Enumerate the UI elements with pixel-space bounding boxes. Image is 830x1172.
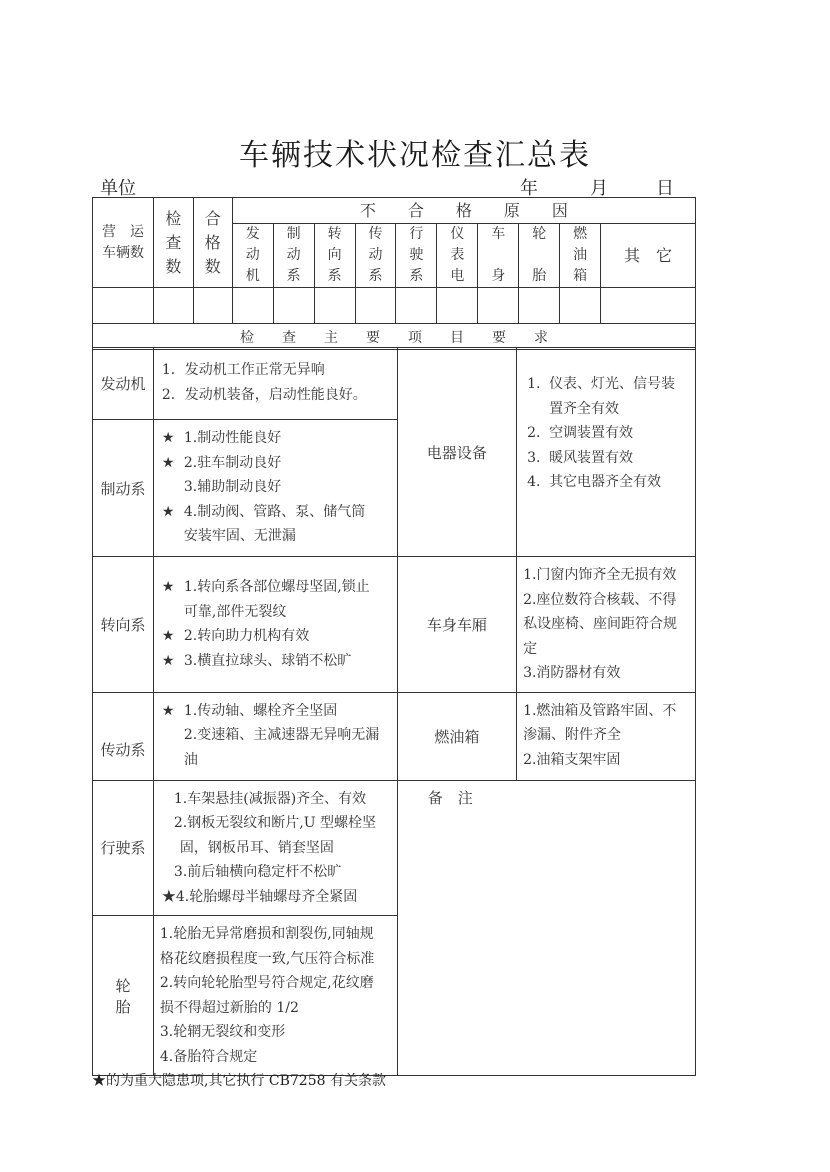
list-item: 4. 其它电器齐全有效 bbox=[527, 474, 662, 490]
main-items-header: 检 查 主 要 项 目 要 求 bbox=[93, 324, 696, 350]
data-cell[interactable] bbox=[560, 288, 601, 324]
list-item: 1.车架悬挂(减振器)齐全、有效 bbox=[173, 790, 367, 807]
electrical-items bbox=[517, 348, 696, 557]
reason-engine: 发 动 机 bbox=[232, 224, 273, 288]
data-cell[interactable] bbox=[355, 288, 396, 324]
data-cell[interactable] bbox=[93, 288, 154, 324]
list-item: ★ 2.转向助力机构有效 bbox=[162, 624, 391, 649]
list-item: 3. 暖风装置有效 bbox=[527, 449, 634, 466]
transmission-items bbox=[153, 692, 397, 780]
star-icon: ★ bbox=[161, 628, 175, 645]
list-item: 3.辅助制动良好 bbox=[183, 479, 282, 495]
list-item: 私设座椅、座间距符合规 bbox=[523, 616, 678, 632]
list-item: 3.消防器材有效 bbox=[523, 665, 621, 681]
list-item: 2.变速箱、主减速器无异响无漏 bbox=[183, 727, 380, 743]
list-item: 4.备胎符合规定 bbox=[159, 1048, 258, 1065]
list-item: 固，钢板吊耳、销套坚固 bbox=[179, 839, 334, 856]
data-cell[interactable] bbox=[193, 288, 232, 324]
reason-steering: 转 向 系 bbox=[314, 224, 355, 288]
data-cell[interactable] bbox=[478, 288, 519, 324]
body-label: 车身车厢 bbox=[397, 557, 516, 693]
list-item: 2．发动机装备，启动性能良好。 bbox=[161, 386, 367, 403]
month-label: 月 bbox=[590, 178, 608, 199]
star-icon: ★ bbox=[161, 454, 175, 471]
list-item: 2. 空调装置有效 bbox=[527, 425, 634, 441]
reason-body: 车 身 bbox=[478, 224, 519, 288]
star-icon: ★ bbox=[161, 503, 175, 520]
steering-items bbox=[153, 557, 397, 693]
year-label: 年 bbox=[520, 178, 538, 199]
data-cell[interactable] bbox=[232, 288, 273, 324]
data-cell[interactable] bbox=[153, 288, 193, 324]
fuel-label: 燃油箱 bbox=[397, 692, 516, 780]
data-cell[interactable] bbox=[396, 288, 437, 324]
list-item: ★ 1.转向系各部位螺母坚固,锁止 bbox=[162, 575, 391, 600]
running-items bbox=[153, 780, 397, 916]
data-cell[interactable] bbox=[601, 288, 696, 324]
reason-tire: 轮 胎 bbox=[519, 224, 560, 288]
data-cell[interactable] bbox=[273, 288, 314, 324]
engine-items bbox=[153, 348, 397, 420]
data-cell[interactable] bbox=[519, 288, 560, 324]
reason-transmission: 传 动 系 bbox=[355, 224, 396, 288]
remarks-cell[interactable] bbox=[397, 780, 695, 1076]
list-item: 损不得超过新胎的 1/2 bbox=[159, 999, 299, 1016]
checked-header: 检 查 数 bbox=[153, 198, 193, 288]
tire-items bbox=[153, 916, 397, 1076]
list-item: 2.转向轮轮胎型号符合规定,花纹磨 bbox=[159, 975, 374, 991]
remarks-label: 备 注 bbox=[427, 788, 473, 807]
list-item: 安装牢固、无泄漏 bbox=[183, 528, 296, 544]
list-item: 可靠,部件无裂纹 bbox=[183, 603, 287, 620]
list-item: 3.轮辋无裂纹和变形 bbox=[159, 1024, 286, 1040]
list-item: 2.钢板无裂纹和断片,U 型螺栓坚 bbox=[173, 815, 376, 831]
vehicles-header: 营 运 车辆数 bbox=[93, 198, 154, 288]
list-item: ★ 4.制动阀、管路、泵、储气筒 bbox=[162, 500, 391, 525]
reason-header: 不 合 格 原 因 bbox=[232, 198, 695, 224]
data-cell[interactable] bbox=[314, 288, 355, 324]
list-item: 渗漏、附件齐全 bbox=[523, 727, 622, 743]
star-icon: ★ bbox=[161, 702, 175, 719]
transmission-label: 传动系 bbox=[93, 692, 154, 780]
reason-fuel: 燃 油 箱 bbox=[560, 224, 601, 288]
list-item: 油 bbox=[183, 751, 198, 768]
list-item: 格花纹磨损程度一致,气压符合标准 bbox=[159, 950, 375, 967]
reason-brake: 制 动 系 bbox=[273, 224, 314, 288]
list-item: ★ 1.制动性能良好 bbox=[162, 426, 391, 451]
summary-table bbox=[92, 197, 696, 350]
reason-other: 其 它 bbox=[601, 224, 696, 288]
engine-label: 发动机 bbox=[93, 348, 154, 420]
star-icon: ★ bbox=[161, 579, 175, 596]
list-item: 2.油箱支架牢固 bbox=[523, 751, 621, 768]
list-item: ★ 3.横直拉球头、球销不松旷 bbox=[162, 649, 391, 674]
footnote: ★的为重大隐患项,其它执行 CB7258 有关条款 bbox=[92, 1073, 386, 1089]
day-label: 日 bbox=[656, 178, 674, 199]
blank-data-row bbox=[93, 288, 696, 324]
list-item: 定 bbox=[523, 640, 538, 657]
list-item: 置齐全有效 bbox=[549, 400, 620, 417]
list-item: 3.前后轴横向稳定杆不松旷 bbox=[173, 864, 342, 880]
page-title: 车辆技术状况检查汇总表 bbox=[239, 138, 591, 173]
body-items bbox=[517, 557, 696, 693]
list-item: 1．发动机工作正常无异响 bbox=[161, 362, 325, 378]
list-item: 1.燃油箱及管路牢固、不 bbox=[523, 702, 677, 719]
list-item: ★ 2.驻车制动良好 bbox=[162, 451, 391, 476]
passed-header: 合 格 数 bbox=[193, 198, 232, 288]
steering-label: 转向系 bbox=[93, 557, 154, 693]
list-item: ★4.轮胎螺母半轴螺母齐全紧固 bbox=[161, 888, 358, 905]
running-label: 行驶系 bbox=[93, 780, 154, 916]
list-item: 2.座位数符合核载、不得 bbox=[523, 591, 677, 608]
brake-items bbox=[153, 420, 397, 557]
list-item: 1.轮胎无异常磨损和割裂伤,同轴规 bbox=[159, 926, 374, 942]
requirements-table bbox=[92, 347, 696, 1076]
fuel-items bbox=[517, 692, 696, 780]
brake-label: 制动系 bbox=[93, 420, 154, 557]
star-icon: ★ bbox=[161, 652, 175, 669]
list-item: 1. 仪表、灯光、信号装 bbox=[527, 376, 676, 392]
electrical-label: 电器设备 bbox=[397, 348, 516, 557]
list-item: 1.门窗内饰齐全无损有效 bbox=[523, 567, 677, 583]
tire-label: 轮 胎 bbox=[93, 916, 154, 1076]
reason-instrument: 仪 表 电 bbox=[437, 224, 478, 288]
data-cell[interactable] bbox=[437, 288, 478, 324]
list-item: ★ 1.传动轴、螺栓齐全坚固 bbox=[162, 699, 391, 724]
unit-label: 单位 bbox=[100, 178, 136, 199]
star-icon: ★ bbox=[161, 430, 175, 446]
reason-running: 行 驶 系 bbox=[396, 224, 437, 288]
